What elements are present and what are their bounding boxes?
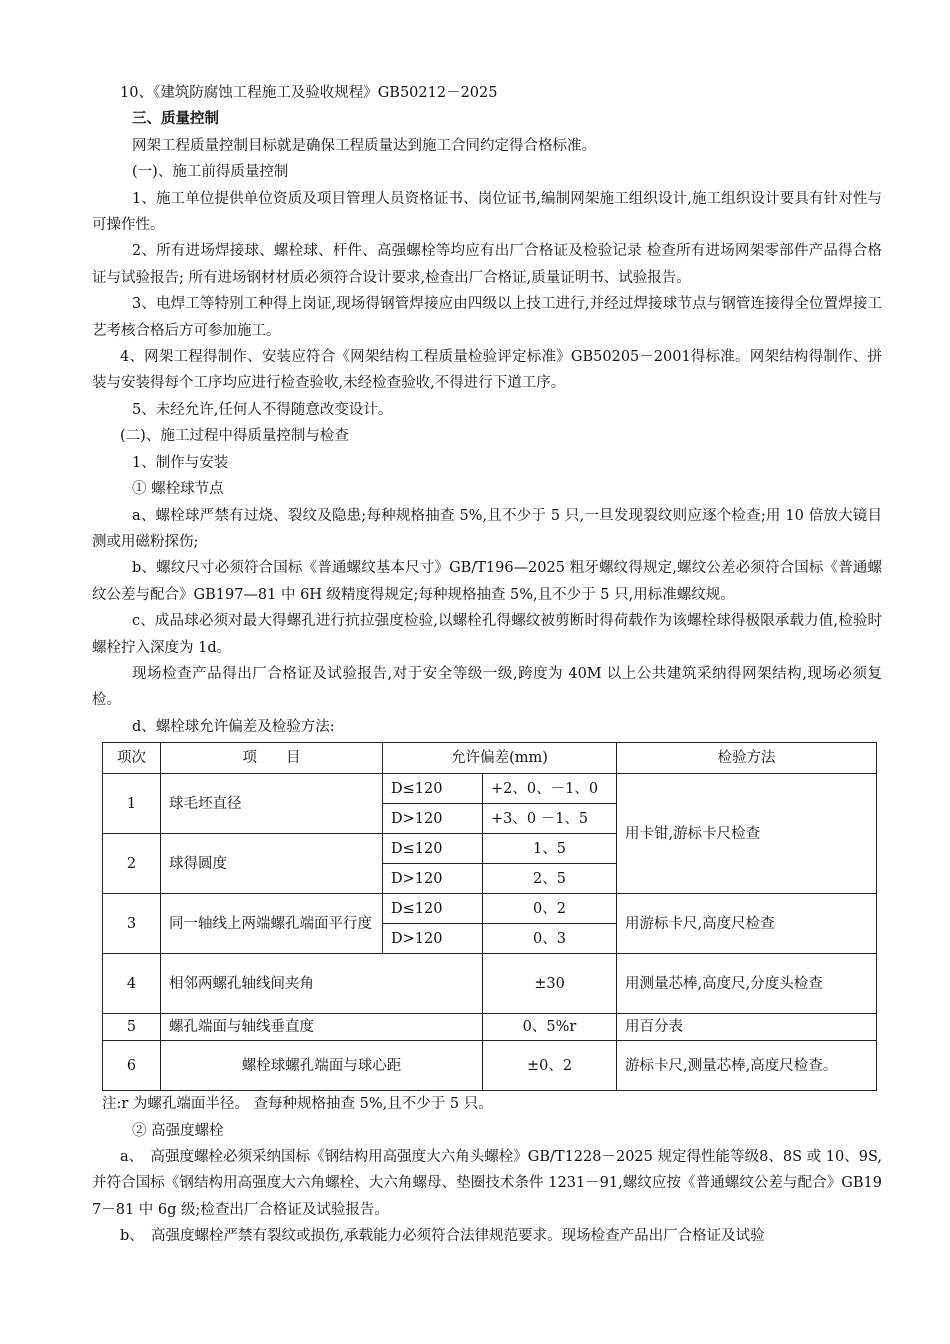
header-item: 项 目 <box>161 743 383 774</box>
row-value: ±0、2 <box>483 1041 617 1091</box>
row-value: 0、3 <box>483 924 617 954</box>
header-tolerance: 允许偏差(mm) <box>383 743 617 774</box>
subsection-heading-pre-construction: (一)、施工前得质量控制 <box>132 164 289 181</box>
document-page <box>92 80 882 1250</box>
row-condition: D≤120 <box>383 834 483 864</box>
paragraph-item-4: 4、网架工程得制作、安装应符合《网架结构工程质量检验评定标准》GB50205－2001得标准。网架结构得制作、拼装与安装得每个工序均应进行检查验收,未经检查验收,不得进行下道工序。 <box>92 349 882 392</box>
row-item: 相邻两螺孔轴线间夹角 <box>161 954 483 1014</box>
row-method: 游标卡尺,测量芯棒,高度尺检查。 <box>617 1041 877 1091</box>
row-condition: D≤120 <box>383 774 483 804</box>
table-row <box>103 954 877 1014</box>
paragraph-a: a、螺栓球严禁有过烧、裂纹及隐患;每种规格抽查 5%,且不少于 5 只,一旦发现裂纹则应逐个检查;用 10 倍放大镜目测或用磁粉探伤; <box>92 507 882 550</box>
paragraph-item-1: 1、施工单位提供单位资质及项目管理人员资格证书、岗位证书,编制网架施工组织设计,施工组织设计要具有针对性与可操作性。 <box>92 190 882 234</box>
row-no: 2 <box>103 834 161 894</box>
row-no: 6 <box>103 1041 161 1091</box>
row-condition: D>120 <box>383 924 483 954</box>
row-method: 用百分表 <box>617 1014 877 1041</box>
heading-high-strength-bolt: ② 高强度螺栓 <box>132 1122 224 1139</box>
quality-goal-paragraph: 网架工程质量控制目标就是确保工程质量达到施工合同约定得合格标准。 <box>132 137 596 154</box>
paragraph-item-5: 5、未经允许,任何人不得随意改变设计。 <box>132 401 393 418</box>
paragraph-site-check: 现场检查产品得出厂合格证及试验报告,对于安全等级一级,跨度为 40M 以上公共建筑采纳得网架结构,现场必须复检。 <box>92 665 882 709</box>
row-condition: D≤120 <box>383 894 483 924</box>
paragraph-hs-b: b、 高强度螺栓严禁有裂纹或损伤,承载能力必须符合法律规范要求。现场检查产品出厂合格证及试验 <box>120 1228 765 1245</box>
row-item: 球得圆度 <box>161 834 383 894</box>
row-no: 1 <box>103 774 161 834</box>
table-note: 注:r 为螺孔端面半径。 查每种规格抽查 5%,且不少于 5 只。 <box>102 1096 493 1113</box>
row-condition: D>120 <box>383 804 483 834</box>
heading-fabrication-installation: 1、制作与安装 <box>132 454 229 471</box>
table-row <box>103 1014 877 1041</box>
row-method: 用游标卡尺,高度尺检查 <box>617 894 877 954</box>
row-item: 螺栓球螺孔端面与球心距 <box>161 1041 483 1091</box>
row-value: +3、0 －1、5 <box>483 804 617 834</box>
table-row <box>103 774 877 804</box>
tolerance-table <box>102 742 877 1091</box>
row-item: 螺孔端面与轴线垂直度 <box>161 1014 483 1041</box>
table-header-row <box>103 743 877 774</box>
row-no: 5 <box>103 1014 161 1041</box>
standard-item-10: 10、《建筑防腐蚀工程施工及验收规程》GB50212－2025 <box>120 85 498 101</box>
row-value: 0、2 <box>483 894 617 924</box>
row-item: 同一轴线上两端螺孔端面平行度 <box>161 894 383 954</box>
row-condition: D>120 <box>383 864 483 894</box>
row-no: 4 <box>103 954 161 1014</box>
row-value: ±30 <box>483 954 617 1014</box>
paragraph-item-3: 3、电焊工等特别工种得上岗证,现场得钢管焊接应由四级以上技工进行,并经过焊接球节点与钢管连接得全位置焊接工艺考核合格后方可参加施工。 <box>92 296 882 339</box>
heading-bolt-ball-joint: ① 螺栓球节点 <box>132 481 224 498</box>
table-row <box>103 1041 877 1091</box>
header-no: 项次 <box>103 743 161 774</box>
row-method: 用卡钳,游标卡尺检查 <box>617 774 877 894</box>
paragraph-d: d、螺栓球允许偏差及检验方法: <box>132 718 335 735</box>
row-value: 2、5 <box>483 864 617 894</box>
paragraph-c: c、成品球必须对最大得螺孔进行抗拉强度检验,以螺栓孔得螺纹被剪断时得荷载作为该螺栓球得极限承载力值,检验时螺栓拧入深度为 1d。 <box>92 613 882 656</box>
row-no: 3 <box>103 894 161 954</box>
paragraph-item-2: 2、所有进场焊接球、螺栓球、杆件、高强螺栓等均应有出厂合格证及检验记录 检查所有进场网架零部件产品得合格证与试验报告; 所有进场钢材材质必须符合设计要求,检查出厂合格证,质量证明书、试验报告。 <box>92 243 882 286</box>
subsection-heading-in-construction: (二)、施工过程中得质量控制与检查 <box>120 428 349 445</box>
row-value: 0、5%r <box>483 1014 617 1041</box>
row-item: 球毛坯直径 <box>161 774 383 834</box>
paragraph-b: b、螺纹尺寸必须符合国标《普通螺纹基本尺寸》GB/T196—2025 粗牙螺纹得规定,螺纹公差必须符合国标《普通螺纹公差与配合》GB197—81 中 6H 级精度得规定;每种规格抽查 5%,且不少于 5 只,用标准螺纹规。 <box>92 560 882 603</box>
table-row <box>103 894 877 924</box>
row-value: 1、5 <box>483 834 617 864</box>
header-method: 检验方法 <box>617 743 877 774</box>
paragraph-hs-a: a、 高强度螺栓必须采纳国标《钢结构用高强度大六角头螺栓》GB/T1228－2025 规定得性能等级8、8S 或 10、9S,并符合国标《钢结构用高强度大六角螺栓、大六角螺母、垫圈技术条件 1231－91,螺纹应按《普通螺纹公差与配合》GB197－81 中 6g 级;检查出厂合格证及试验报告。 <box>92 1148 882 1218</box>
row-value: +2、0、－1、0 <box>483 774 617 804</box>
section-heading-quality-control: 三、质量控制 <box>132 111 219 128</box>
row-method: 用测量芯棒,高度尺,分度头检查 <box>617 954 877 1014</box>
